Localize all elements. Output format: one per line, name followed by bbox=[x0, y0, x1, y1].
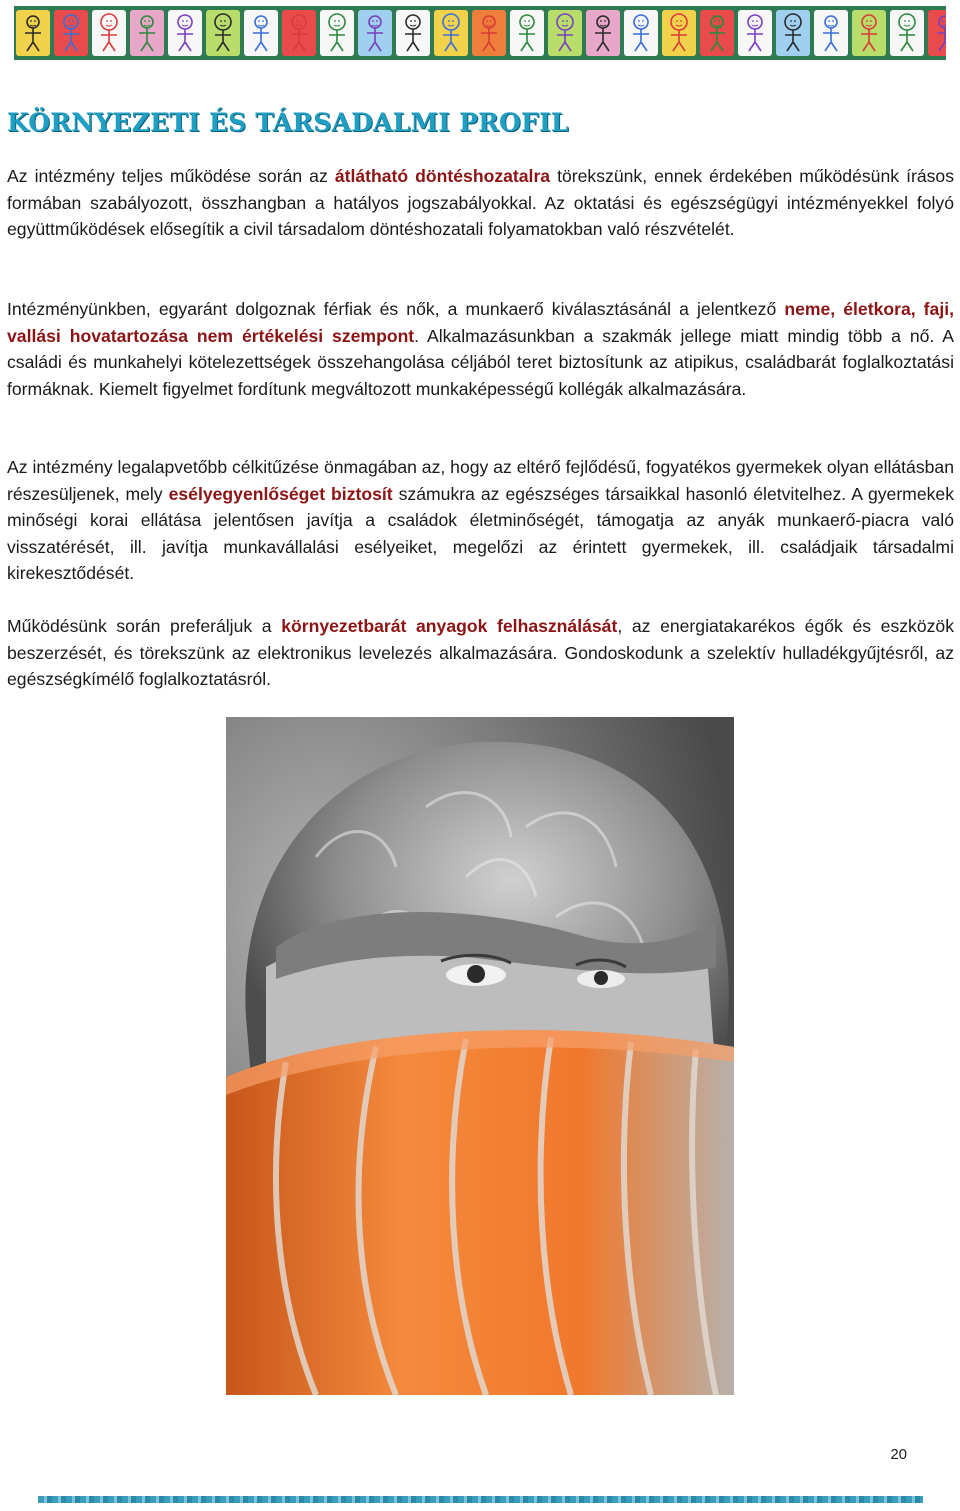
drawing-tile bbox=[92, 10, 126, 56]
child-behind-orange-tube-image bbox=[226, 717, 734, 1395]
header-banner bbox=[14, 6, 946, 60]
drawing-tile bbox=[738, 10, 772, 56]
drawing-tile bbox=[396, 10, 430, 56]
stick-figure-icon bbox=[666, 13, 692, 53]
stick-figure-icon bbox=[210, 13, 236, 53]
text: számukra az egészséges társaikkal hasonló életvitelhez. A gyermekek minőségi korai ellátása jelentősen javítja a családok életminőségét, támogatja az anyák munkaerő-piacra való visszatérését, ill. javítja munkavállalási esélyeiket, megelőzi az érintett gyermekek, ill. családjaik társadalmi kirekesztődését. bbox=[7, 483, 954, 583]
drawing-tile bbox=[244, 10, 278, 56]
stick-figure-icon bbox=[134, 13, 160, 53]
drawing-tile bbox=[700, 10, 734, 56]
footer-bar bbox=[38, 1496, 923, 1503]
drawing-tile bbox=[130, 10, 164, 56]
stick-figure-icon bbox=[286, 13, 312, 53]
drawing-tile bbox=[814, 10, 848, 56]
text: törekszünk, ennek érdekében működésünk írásos formában szabályozott, összhangban a hatályos jogszabályokkal. Az oktatási és egészségügyi intézményekkel folyó együttműködések elősegítik a civil társadalom döntéshozatali folyamatokban való részvételét. bbox=[7, 166, 954, 239]
text: . Alkalmazásunkban a szakmák jellege miatt mindig több a nő. A családi és munkahelyi kötelezettségek összehangolása céljából teret biztosítunk az atipikus, családbarát foglalkoztatási formáknak. Kiemelt figyelmet fordítunk megváltozott munkaképességű kollégák alkalmazására. bbox=[7, 325, 954, 399]
stick-figure-icon bbox=[628, 13, 654, 53]
stick-figure-icon bbox=[438, 13, 464, 53]
child-photo bbox=[226, 717, 734, 1395]
page-title: KÖRNYEZETI ÉS TÁRSADALMI PROFIL bbox=[7, 108, 569, 137]
drawing-tile bbox=[168, 10, 202, 56]
stick-figure-icon bbox=[552, 13, 578, 53]
highlight-eco-materials: környezetbarát anyagok felhasználását bbox=[281, 616, 618, 636]
paragraph-environment bbox=[7, 613, 954, 693]
paragraph-decision-making bbox=[7, 163, 954, 243]
stick-figure-icon bbox=[172, 13, 198, 53]
stick-figure-icon bbox=[590, 13, 616, 53]
stick-figure-icon bbox=[58, 13, 84, 53]
drawing-tile bbox=[548, 10, 582, 56]
stick-figure-icon bbox=[400, 13, 426, 53]
drawing-tile bbox=[890, 10, 924, 56]
stick-figure-icon bbox=[20, 13, 46, 53]
stick-figure-icon bbox=[742, 13, 768, 53]
text: Az intézmény legalapvetőbb célkitűzése önmagában az, hogy az eltérő fejlődésű, fogyatékos gyermekek olyan ellátásban részesüljenek, mely bbox=[7, 457, 954, 504]
stick-figure-icon bbox=[932, 13, 946, 53]
text: Intézményünkben, egyaránt dolgoznak férfiak és nők, a munkaerő kiválasztásánál a jelentkező bbox=[7, 299, 785, 319]
drawing-tile bbox=[624, 10, 658, 56]
stick-figure-icon bbox=[856, 13, 882, 53]
paragraph-equal-opportunity bbox=[7, 454, 954, 587]
drawing-tile bbox=[928, 10, 946, 56]
stick-figure-icon bbox=[324, 13, 350, 53]
stick-figure-icon bbox=[704, 13, 730, 53]
drawing-tile bbox=[206, 10, 240, 56]
drawing-tile bbox=[586, 10, 620, 56]
highlight-equal-opportunity: esélyegyenlőséget biztosít bbox=[168, 483, 393, 504]
stick-figure-icon bbox=[818, 13, 844, 53]
text: Az intézmény teljes működése során az bbox=[7, 166, 335, 186]
stick-figure-icon bbox=[248, 13, 274, 53]
stick-figure-icon bbox=[894, 13, 920, 53]
stick-figure-icon bbox=[476, 13, 502, 53]
text: , az energiatakarékos égők és eszközök beszerzését, és törekszünk az elektronikus levelezés alkalmazására. Gondoskodunk a szelektív hulladékgyűjtésről, az egészségkímélő foglalkoztatásról. bbox=[7, 616, 955, 689]
drawing-tile bbox=[282, 10, 316, 56]
drawing-tile bbox=[776, 10, 810, 56]
highlight-transparent-decisions: átlátható döntéshozatalra bbox=[334, 166, 551, 186]
drawing-tile bbox=[662, 10, 696, 56]
drawing-tile bbox=[510, 10, 544, 56]
highlight-non-discrimination: neme, életkora, faji, vallási hovatartozása nem értékelési szempont bbox=[7, 299, 954, 346]
drawing-tile bbox=[434, 10, 468, 56]
stick-figure-icon bbox=[362, 13, 388, 53]
stick-figure-icon bbox=[96, 13, 122, 53]
children-drawings-strip bbox=[14, 6, 946, 60]
drawing-tile bbox=[852, 10, 886, 56]
drawing-tile bbox=[16, 10, 50, 56]
stick-figure-icon bbox=[514, 13, 540, 53]
drawing-tile bbox=[472, 10, 506, 56]
stick-figure-icon bbox=[780, 13, 806, 53]
drawing-tile bbox=[54, 10, 88, 56]
drawing-tile bbox=[320, 10, 354, 56]
text: Működésünk során preferáljuk a bbox=[7, 616, 282, 636]
page-number: 20 bbox=[890, 1446, 907, 1463]
drawing-tile bbox=[358, 10, 392, 56]
paragraph-employment bbox=[7, 296, 954, 402]
